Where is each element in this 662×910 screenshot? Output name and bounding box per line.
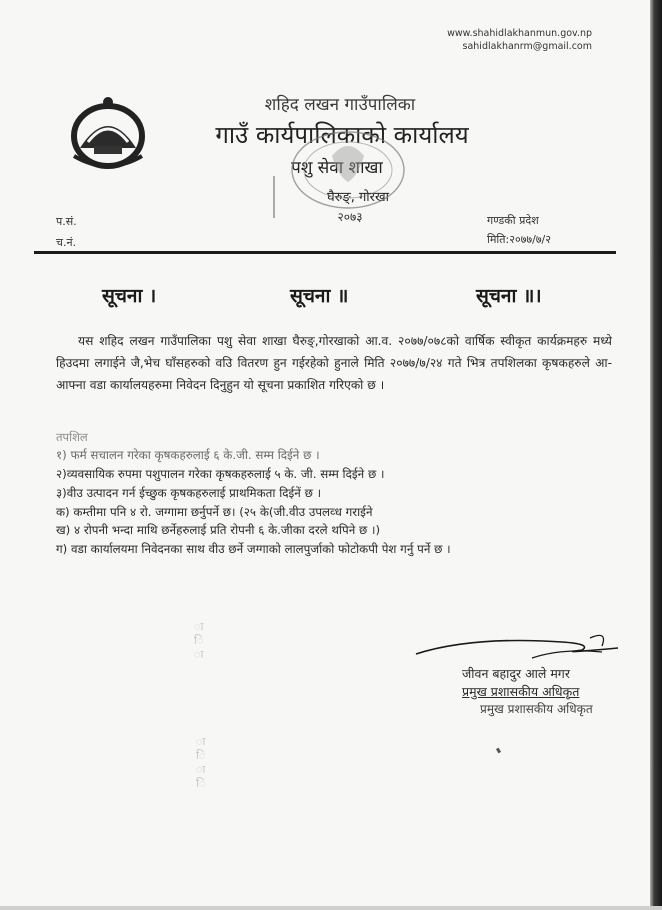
scan-edge-right (650, 0, 662, 910)
contact-info (447, 27, 592, 53)
municipality-name: शहिद लखन गाउँपालिका (264, 95, 416, 115)
header-divider (34, 251, 616, 254)
scan-edge-bottom (0, 906, 662, 910)
list-item: ख) ४ रोपनी भन्दा माथि छर्नेहरुलाई प्रति रोपनी ६ के.जीका दरले थपिने छ ।) (56, 523, 381, 537)
office-name: गाउँ कार्यपालिकाको कार्यालय (215, 121, 469, 149)
signatory-post: प्रमुख प्रशासकीय अधिकृत (462, 684, 580, 699)
notice-title-center: सूचना ॥ (290, 285, 349, 307)
bleed-through-mark: ा ि ा (194, 620, 204, 661)
reference-chn-label: च.नं. (56, 236, 77, 249)
signatory-stamp: प्रमुख प्रशासकीय अधिकृत (480, 702, 593, 716)
list-item: क) कम्तीमा पनि ४ रो. जग्गामा छर्नुपर्ने छ। (२५ के(जी.वीउ उपलव्ध गराईने (56, 505, 373, 519)
office-address: घैरुङ्, गोरखा (326, 190, 389, 205)
website-text: www.shahidlakhanmun.gov.np (447, 28, 592, 39)
notice-title-left: सूचना । (102, 285, 157, 307)
province-name: गण्डकी प्रदेश (487, 214, 539, 227)
document-date: मिति:२०७७/७/२ (487, 233, 551, 246)
list-item: ३)वीउ उत्पादन गर्न ईच्छुक कृषकहरुलाई प्राथमिकता दिईनें छ । (56, 486, 322, 500)
signatory-name: जीवन बहादुर आले मगर (462, 666, 570, 681)
notice-title-right: सूचना ॥। (476, 285, 542, 307)
email-text: sahidlakhanrm@gmail.com (462, 41, 592, 52)
office-seal-stamp (262, 126, 412, 220)
ink-mark (496, 748, 501, 754)
section-name: पशु सेवा शाखा (291, 158, 383, 178)
notice-paragraph: यस शहिद लखन गाउँपालिका पशु सेवा शाखा घैरुङ्,गोरखाको आ.व. २०७७/०७८को वार्षिक स्वीकृत कार्यक्रमहरु मध्ये हिउदमा लगाईने जै,भेच घाँसहरुको वउि वितरण हुन गईरहेको हुनाले मिति २०७७/७/२४ गते भित्र तपशिलका कृषकहरुले आ-आफ्ना वडा कार्यालयहरुमा निवेदन दिनुहुन यो सूचना प्रकाशित गरिएको छ । (56, 334, 612, 392)
list-item: २)व्यवसायिक रुपमा पशुपालन गरेका कृषकहरुलाई ५ के. जी. सम्म दिईने छ । (56, 467, 385, 481)
list-item: ग) वडा कार्यालयमा निवेदनका साथ वीउ छर्ने जग्गाको लालपुर्जाको फोटोकपी पेश गर्नु पर्ने छ । (56, 542, 451, 556)
details-heading: तपशिल (56, 430, 88, 444)
list-item: १) फर्म सचालन गरेका कृषकहरुलाई ६ के.जी. सम्म दिईने छ । (56, 448, 320, 462)
handwritten-signature (412, 628, 622, 668)
established-year: २०७३ (337, 210, 363, 224)
reference-ps-label: प.सं. (56, 215, 77, 228)
bleed-through-mark: ा ि ा ि (196, 735, 206, 790)
